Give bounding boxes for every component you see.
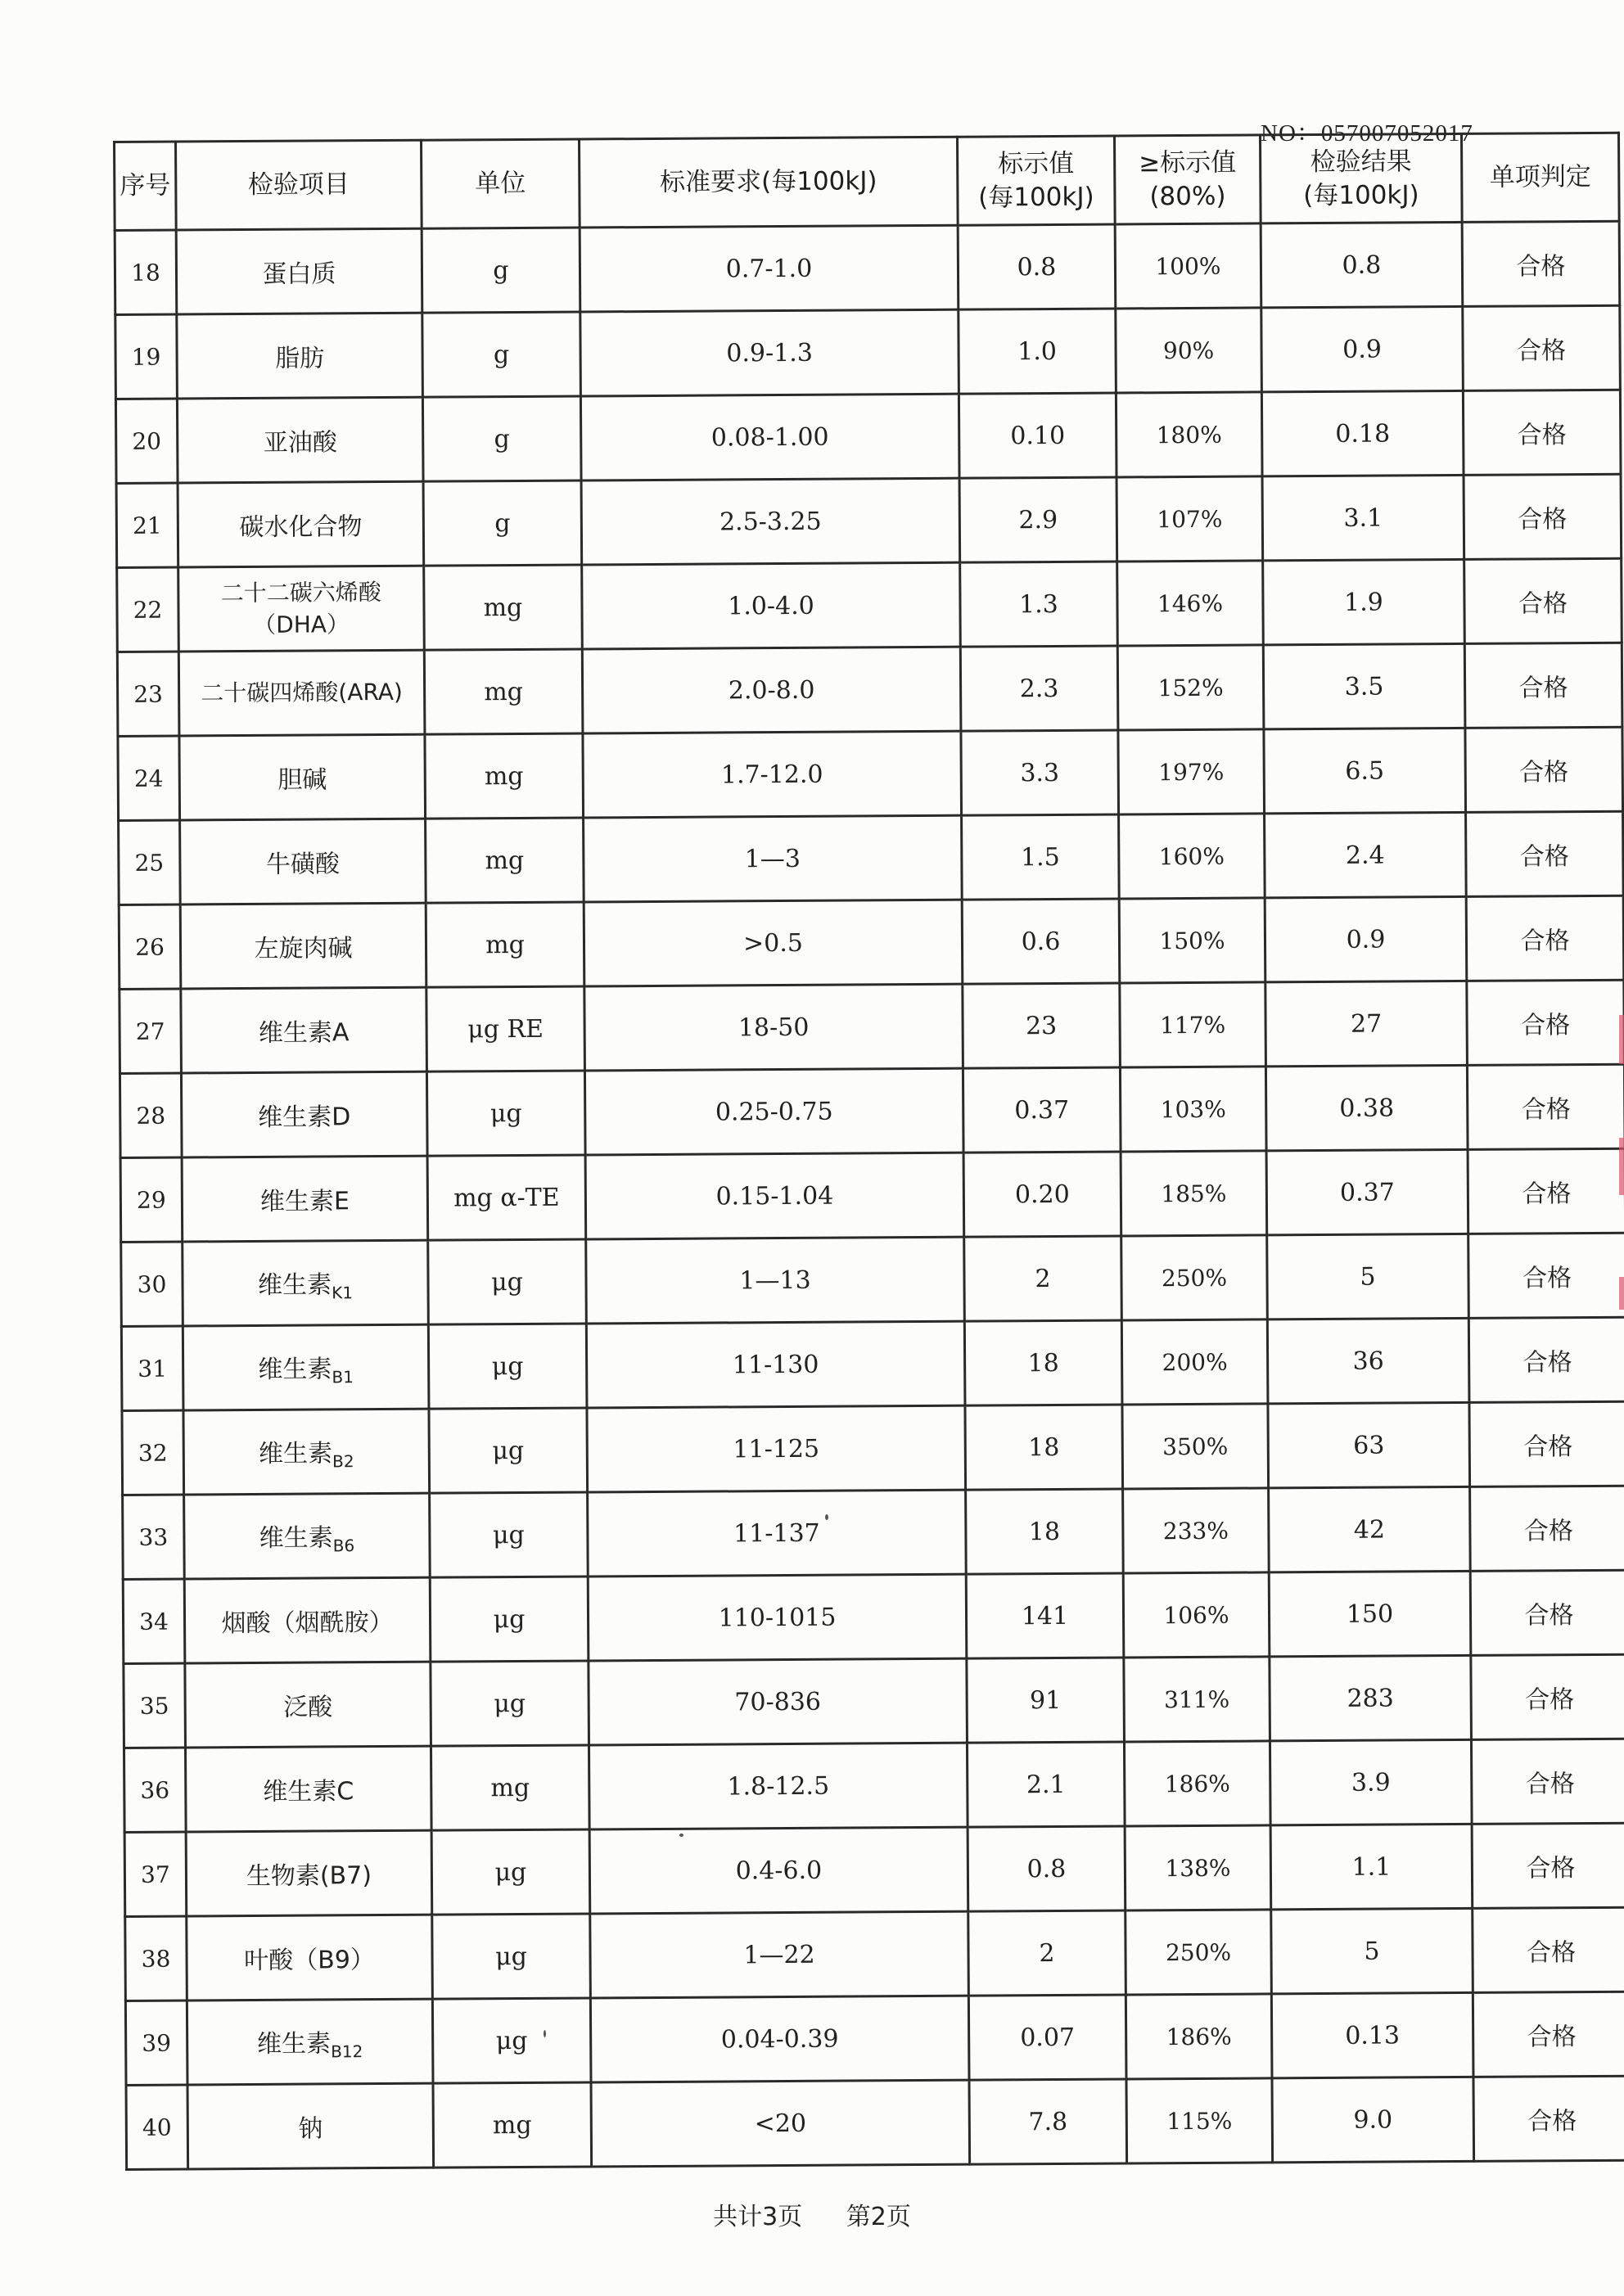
cell-standard: 1.0-4.0 <box>582 562 961 649</box>
scan-speck <box>825 1514 828 1520</box>
cell-item <box>183 1240 429 1326</box>
cell-unit: mg <box>431 1745 589 1830</box>
cell-label: 0.37 <box>963 1067 1121 1153</box>
cell-item <box>180 819 426 904</box>
table-row <box>124 1739 1624 1832</box>
cell-seq: 31 <box>121 1326 183 1410</box>
cell-standard: 2.5-3.25 <box>581 478 960 565</box>
cell-unit: g <box>422 228 580 313</box>
cell-label: 0.6 <box>962 899 1120 984</box>
scan-speck <box>679 1834 683 1837</box>
cell-unit: mg <box>425 733 584 819</box>
cell-unit: μg <box>431 1661 589 1746</box>
header-label-value-line2: (每100kJ) <box>978 182 1094 213</box>
table-row <box>121 1317 1624 1410</box>
cell-standard: 1—13 <box>586 1237 965 1324</box>
table-row <box>115 305 1621 399</box>
cell-seq: 38 <box>125 1916 187 2001</box>
cell-item <box>178 650 425 736</box>
cell-verdict: 合格 <box>1463 305 1621 390</box>
cell-item <box>183 1324 429 1410</box>
table-row <box>123 1486 1624 1579</box>
cell-label: 141 <box>966 1573 1124 1658</box>
table-row <box>116 474 1622 567</box>
cell-unit: μg <box>432 1914 591 1999</box>
item-name: 叶酸（B9） <box>244 1946 376 1976</box>
cell-item <box>184 1493 431 1579</box>
cell-seq: 24 <box>118 736 180 820</box>
cell-standard: 0.15-1.04 <box>585 1153 964 1239</box>
cell-label: 0.10 <box>959 393 1116 478</box>
scan-edge-mark <box>1619 1015 1624 1064</box>
cell-result: 36 <box>1267 1318 1469 1404</box>
cell-item <box>187 1915 433 2001</box>
cell-verdict: 合格 <box>1464 558 1622 643</box>
cell-unit: mg <box>426 902 584 987</box>
header-result-line1: 检验结果 <box>1310 147 1412 178</box>
cell-item <box>181 987 427 1073</box>
cell-ratio: 152% <box>1117 645 1264 730</box>
cell-item <box>185 1746 431 1832</box>
item-name-line2: （DHA） <box>253 611 350 638</box>
cell-item <box>181 1071 427 1157</box>
cell-standard: 18-50 <box>584 984 963 1071</box>
cell-ratio: 186% <box>1124 1741 1270 1826</box>
table-row <box>125 1907 1624 2001</box>
table-row <box>120 980 1624 1073</box>
cell-verdict: 合格 <box>1468 1148 1624 1234</box>
cell-result: 1.9 <box>1263 559 1465 645</box>
table-row <box>120 1148 1624 1242</box>
cell-seq: 18 <box>115 230 177 314</box>
item-subscript: K1 <box>332 1282 354 1302</box>
cell-unit: g <box>422 396 581 481</box>
item-name: 维生素D <box>258 1103 351 1132</box>
table-row <box>123 1570 1624 1663</box>
item-name: 维生素 <box>258 1270 332 1300</box>
cell-verdict: 合格 <box>1471 1739 1624 1824</box>
item-subscript: B6 <box>332 1535 355 1555</box>
table-row <box>115 221 1620 314</box>
cell-label: 2.1 <box>967 1742 1125 1827</box>
cell-seq: 39 <box>125 2001 187 2085</box>
item-name: 维生素E <box>259 1187 350 1216</box>
cell-seq: 25 <box>119 820 181 904</box>
table-row <box>117 558 1622 652</box>
cell-item <box>180 903 426 989</box>
report-number: NO：057007052017 <box>1261 120 1473 147</box>
header-result <box>1260 133 1462 223</box>
table-row <box>124 1654 1624 1748</box>
item-name: 左旋肉碱 <box>254 934 353 963</box>
cell-result: 150 <box>1269 1571 1471 1657</box>
cell-item <box>177 313 423 399</box>
item-name: 维生素 <box>257 2028 332 2059</box>
item-name: 生物素(B7) <box>246 1861 372 1892</box>
cell-verdict: 合格 <box>1473 2076 1624 2161</box>
cell-ratio: 90% <box>1116 308 1262 393</box>
cell-seq: 27 <box>120 989 182 1073</box>
table-row <box>126 2076 1624 2169</box>
header-standard: 标准要求(每100kJ) <box>579 137 958 228</box>
cell-label: 91 <box>967 1658 1125 1743</box>
header-item: 检验项目 <box>176 140 422 230</box>
cell-item <box>185 1662 431 1748</box>
cell-item <box>186 1830 432 1916</box>
cell-label: 3.3 <box>961 730 1119 815</box>
cell-verdict: 合格 <box>1469 1401 1624 1486</box>
item-name: 牛磺酸 <box>265 850 341 879</box>
cell-ratio: 160% <box>1119 814 1265 899</box>
cell-standard: 1—22 <box>590 1911 969 1998</box>
cell-label: 2.9 <box>959 477 1117 562</box>
cell-unit: g <box>423 480 582 566</box>
cell-unit: mg α-TE <box>427 1155 586 1240</box>
cell-result: 0.9 <box>1261 306 1464 392</box>
cell-unit: mg <box>424 649 583 734</box>
cell-unit: μg <box>426 1071 585 1156</box>
cell-standard: 0.08-1.00 <box>580 394 959 480</box>
cell-seq: 22 <box>117 567 179 652</box>
item-name: 维生素 <box>258 1354 332 1384</box>
item-name: 碳水化合物 <box>239 512 363 543</box>
cell-seq: 35 <box>124 1663 186 1748</box>
cell-label: 1.3 <box>960 562 1118 647</box>
cell-result: 5 <box>1267 1234 1469 1319</box>
cell-label: 18 <box>964 1320 1122 1405</box>
cell-standard: 11-130 <box>586 1321 965 1408</box>
cell-result: 6.5 <box>1264 728 1466 814</box>
cell-seq: 21 <box>116 483 178 567</box>
cell-verdict: 合格 <box>1462 221 1620 306</box>
cell-unit: μg <box>430 1577 589 1662</box>
cell-ratio: 180% <box>1116 392 1262 477</box>
cell-result: 42 <box>1269 1486 1471 1572</box>
cell-label: 1.5 <box>962 814 1120 900</box>
header-row <box>115 133 1620 230</box>
cell-label: 0.8 <box>968 1826 1126 1911</box>
cell-standard: 1.8-12.5 <box>589 1743 968 1829</box>
cell-standard: <20 <box>591 2080 970 2167</box>
cell-seq: 19 <box>115 314 178 399</box>
cell-standard: 2.0-8.0 <box>582 647 961 733</box>
cell-standard: 1—3 <box>584 815 963 902</box>
table-row <box>121 1233 1624 1326</box>
cell-unit: μg RE <box>426 986 585 1071</box>
cell-ratio: 117% <box>1120 982 1266 1067</box>
cell-label: 18 <box>965 1405 1123 1490</box>
header-result-line2: (每100kJ) <box>1303 179 1419 210</box>
cell-seq: 26 <box>119 904 181 989</box>
cell-item <box>182 1156 428 1242</box>
cell-verdict: 合格 <box>1466 811 1624 896</box>
table-row <box>117 643 1622 736</box>
cell-result: 27 <box>1265 981 1468 1067</box>
cell-verdict: 合格 <box>1467 980 1624 1065</box>
cell-seq: 30 <box>121 1242 183 1326</box>
cell-result: 3.1 <box>1262 475 1464 561</box>
cell-standard: 11-137 <box>588 1490 967 1577</box>
cell-seq: 23 <box>117 652 179 736</box>
cell-seq: 28 <box>120 1073 182 1157</box>
cell-label: 0.20 <box>963 1152 1121 1237</box>
item-name: 脂肪 <box>275 344 325 373</box>
cell-standard: 11-125 <box>587 1405 966 1492</box>
inspection-table <box>113 132 1624 2171</box>
cell-ratio: 250% <box>1126 1910 1272 1995</box>
cell-verdict: 合格 <box>1473 1992 1624 2077</box>
item-name: 泛酸 <box>283 1693 333 1722</box>
scan-edge-mark <box>1619 1138 1624 1195</box>
table-body <box>115 221 1624 2169</box>
cell-standard: 0.7-1.0 <box>580 225 959 312</box>
cell-seq: 32 <box>122 1410 184 1495</box>
cell-ratio: 150% <box>1119 898 1265 983</box>
item-name: 钠 <box>298 2114 323 2144</box>
cell-standard: 1.7-12.0 <box>583 731 962 818</box>
cell-seq: 33 <box>123 1495 185 1579</box>
cell-result: 2.4 <box>1265 812 1467 898</box>
cell-result: 0.9 <box>1265 896 1467 982</box>
cell-verdict: 合格 <box>1466 895 1624 981</box>
cell-result: 1.1 <box>1270 1824 1473 1910</box>
item-name: 维生素C <box>263 1777 354 1807</box>
item-name: 胆碱 <box>277 765 327 795</box>
cell-unit: μg <box>431 1829 590 1915</box>
cell-ratio: 138% <box>1125 1825 1271 1910</box>
cell-standard: 0.4-6.0 <box>589 1827 968 1914</box>
item-name: 亚油酸 <box>263 428 337 458</box>
item-subscript: B2 <box>332 1450 354 1471</box>
cell-result: 63 <box>1268 1402 1470 1488</box>
cell-verdict: 合格 <box>1464 474 1622 559</box>
cell-standard: >0.5 <box>584 900 963 986</box>
scan-speck <box>544 2030 546 2037</box>
header-ratio <box>1114 135 1261 224</box>
cell-label: 2.3 <box>960 646 1118 731</box>
cell-standard: 110-1015 <box>588 1574 967 1661</box>
cell-unit: g <box>422 312 581 397</box>
cell-item <box>187 2083 434 2169</box>
cell-unit: μg <box>429 1408 588 1493</box>
cell-result: 9.0 <box>1272 2077 1474 2163</box>
table-row <box>124 1823 1624 1916</box>
cell-item <box>179 734 426 820</box>
cell-label: 7.8 <box>969 2079 1127 2164</box>
cell-label: 23 <box>963 983 1121 1068</box>
cell-verdict: 合格 <box>1468 1317 1624 1402</box>
cell-seq: 37 <box>124 1832 187 1916</box>
header-label-value-line1: 标示值 <box>998 149 1075 179</box>
cell-result: 0.13 <box>1271 1992 1473 2078</box>
cell-unit: μg <box>428 1239 587 1324</box>
cell-standard: 0.04-0.39 <box>590 1996 969 2082</box>
total-pages: 共计3页 <box>713 2203 803 2231</box>
cell-unit: mg <box>426 818 584 903</box>
cell-verdict: 合格 <box>1470 1570 1624 1655</box>
item-name: 维生素A <box>258 1018 350 1048</box>
cell-ratio: 200% <box>1121 1319 1268 1405</box>
cell-ratio: 106% <box>1123 1572 1270 1658</box>
cell-unit: μg <box>432 1998 591 2083</box>
cell-seq: 40 <box>126 2085 188 2169</box>
cell-verdict: 合格 <box>1465 727 1623 812</box>
cell-item <box>187 1999 433 2085</box>
cell-verdict: 合格 <box>1468 1233 1624 1318</box>
cell-ratio: 197% <box>1118 729 1265 814</box>
header-ratio-line2: (80%) <box>1149 181 1226 211</box>
cell-label: 18 <box>966 1489 1124 1574</box>
item-subscript: B12 <box>331 2041 363 2061</box>
header-ratio-line1: ≥标示值 <box>1139 147 1237 178</box>
cell-result: 0.38 <box>1265 1065 1468 1151</box>
cell-label: 0.8 <box>958 224 1116 309</box>
cell-ratio: 311% <box>1124 1657 1270 1742</box>
cell-unit: μg <box>428 1324 587 1409</box>
cell-label: 2 <box>964 1236 1122 1321</box>
header-unit: 单位 <box>422 139 580 228</box>
item-name: 蛋白质 <box>262 259 336 289</box>
cell-result: 0.18 <box>1261 390 1464 476</box>
cell-seq: 20 <box>115 399 178 483</box>
cell-item <box>176 228 422 314</box>
table-row <box>118 727 1623 820</box>
cell-ratio: 100% <box>1115 223 1261 309</box>
cell-standard: 70-836 <box>589 1658 968 1745</box>
scan-edge-mark <box>1619 1277 1624 1310</box>
cell-ratio: 185% <box>1121 1151 1267 1236</box>
cell-seq: 29 <box>120 1157 183 1242</box>
cell-verdict: 合格 <box>1470 1486 1624 1571</box>
cell-ratio: 146% <box>1117 561 1264 646</box>
item-name: 烟酸（烟酰胺） <box>221 1608 394 1639</box>
page-footer <box>0 2196 1624 2232</box>
cell-ratio: 103% <box>1120 1067 1266 1152</box>
table-row <box>120 1064 1624 1157</box>
cell-verdict: 合格 <box>1471 1654 1624 1739</box>
cell-item <box>178 566 425 652</box>
cell-verdict: 合格 <box>1463 390 1621 475</box>
table-row <box>119 811 1624 904</box>
cell-standard: 0.9-1.3 <box>580 309 959 396</box>
cell-unit: mg <box>424 565 583 650</box>
table-row <box>125 1992 1624 2085</box>
table-row <box>119 895 1624 989</box>
item-name: 二十碳四烯酸(ARA) <box>201 679 403 707</box>
cell-result: 0.37 <box>1266 1149 1468 1235</box>
cell-ratio: 107% <box>1116 476 1263 562</box>
current-page: 第2页 <box>846 2203 911 2231</box>
cell-verdict: 合格 <box>1467 1064 1624 1149</box>
cell-ratio: 350% <box>1122 1404 1269 1489</box>
cell-standard: 0.25-0.75 <box>584 1068 963 1155</box>
cell-result: 0.8 <box>1261 222 1463 308</box>
header-verdict: 单项判定 <box>1461 133 1619 222</box>
item-name: 二十二碳六烯酸 <box>220 578 381 607</box>
cell-item <box>184 1577 431 1663</box>
cell-seq: 34 <box>123 1579 185 1663</box>
cell-verdict: 合格 <box>1464 643 1622 728</box>
cell-ratio: 186% <box>1126 1994 1272 2079</box>
cell-label: 0.07 <box>968 1995 1126 2080</box>
item-name: 维生素 <box>258 1438 333 1468</box>
cell-item <box>177 397 423 483</box>
cell-result: 5 <box>1271 1908 1473 1994</box>
cell-unit: mg <box>433 2082 592 2167</box>
cell-item <box>183 1409 430 1495</box>
header-label-value <box>957 136 1115 225</box>
item-name: 维生素 <box>259 1522 333 1553</box>
item-subscript: B1 <box>332 1366 354 1387</box>
cell-ratio: 115% <box>1126 2078 1273 2163</box>
cell-result: 3.5 <box>1263 643 1465 729</box>
cell-result: 3.9 <box>1270 1739 1472 1825</box>
cell-ratio: 233% <box>1123 1488 1270 1573</box>
cell-label: 2 <box>968 1910 1126 1996</box>
cell-unit: μg <box>430 1492 589 1577</box>
cell-ratio: 250% <box>1121 1235 1268 1320</box>
header-seq: 序号 <box>115 142 177 230</box>
cell-verdict: 合格 <box>1472 1823 1624 1908</box>
cell-label: 1.0 <box>959 309 1116 394</box>
cell-seq: 36 <box>124 1748 186 1832</box>
cell-verdict: 合格 <box>1473 1907 1624 1992</box>
cell-result: 283 <box>1270 1655 1472 1741</box>
table-row <box>115 390 1621 483</box>
table-row <box>122 1401 1624 1495</box>
cell-item <box>178 481 424 567</box>
